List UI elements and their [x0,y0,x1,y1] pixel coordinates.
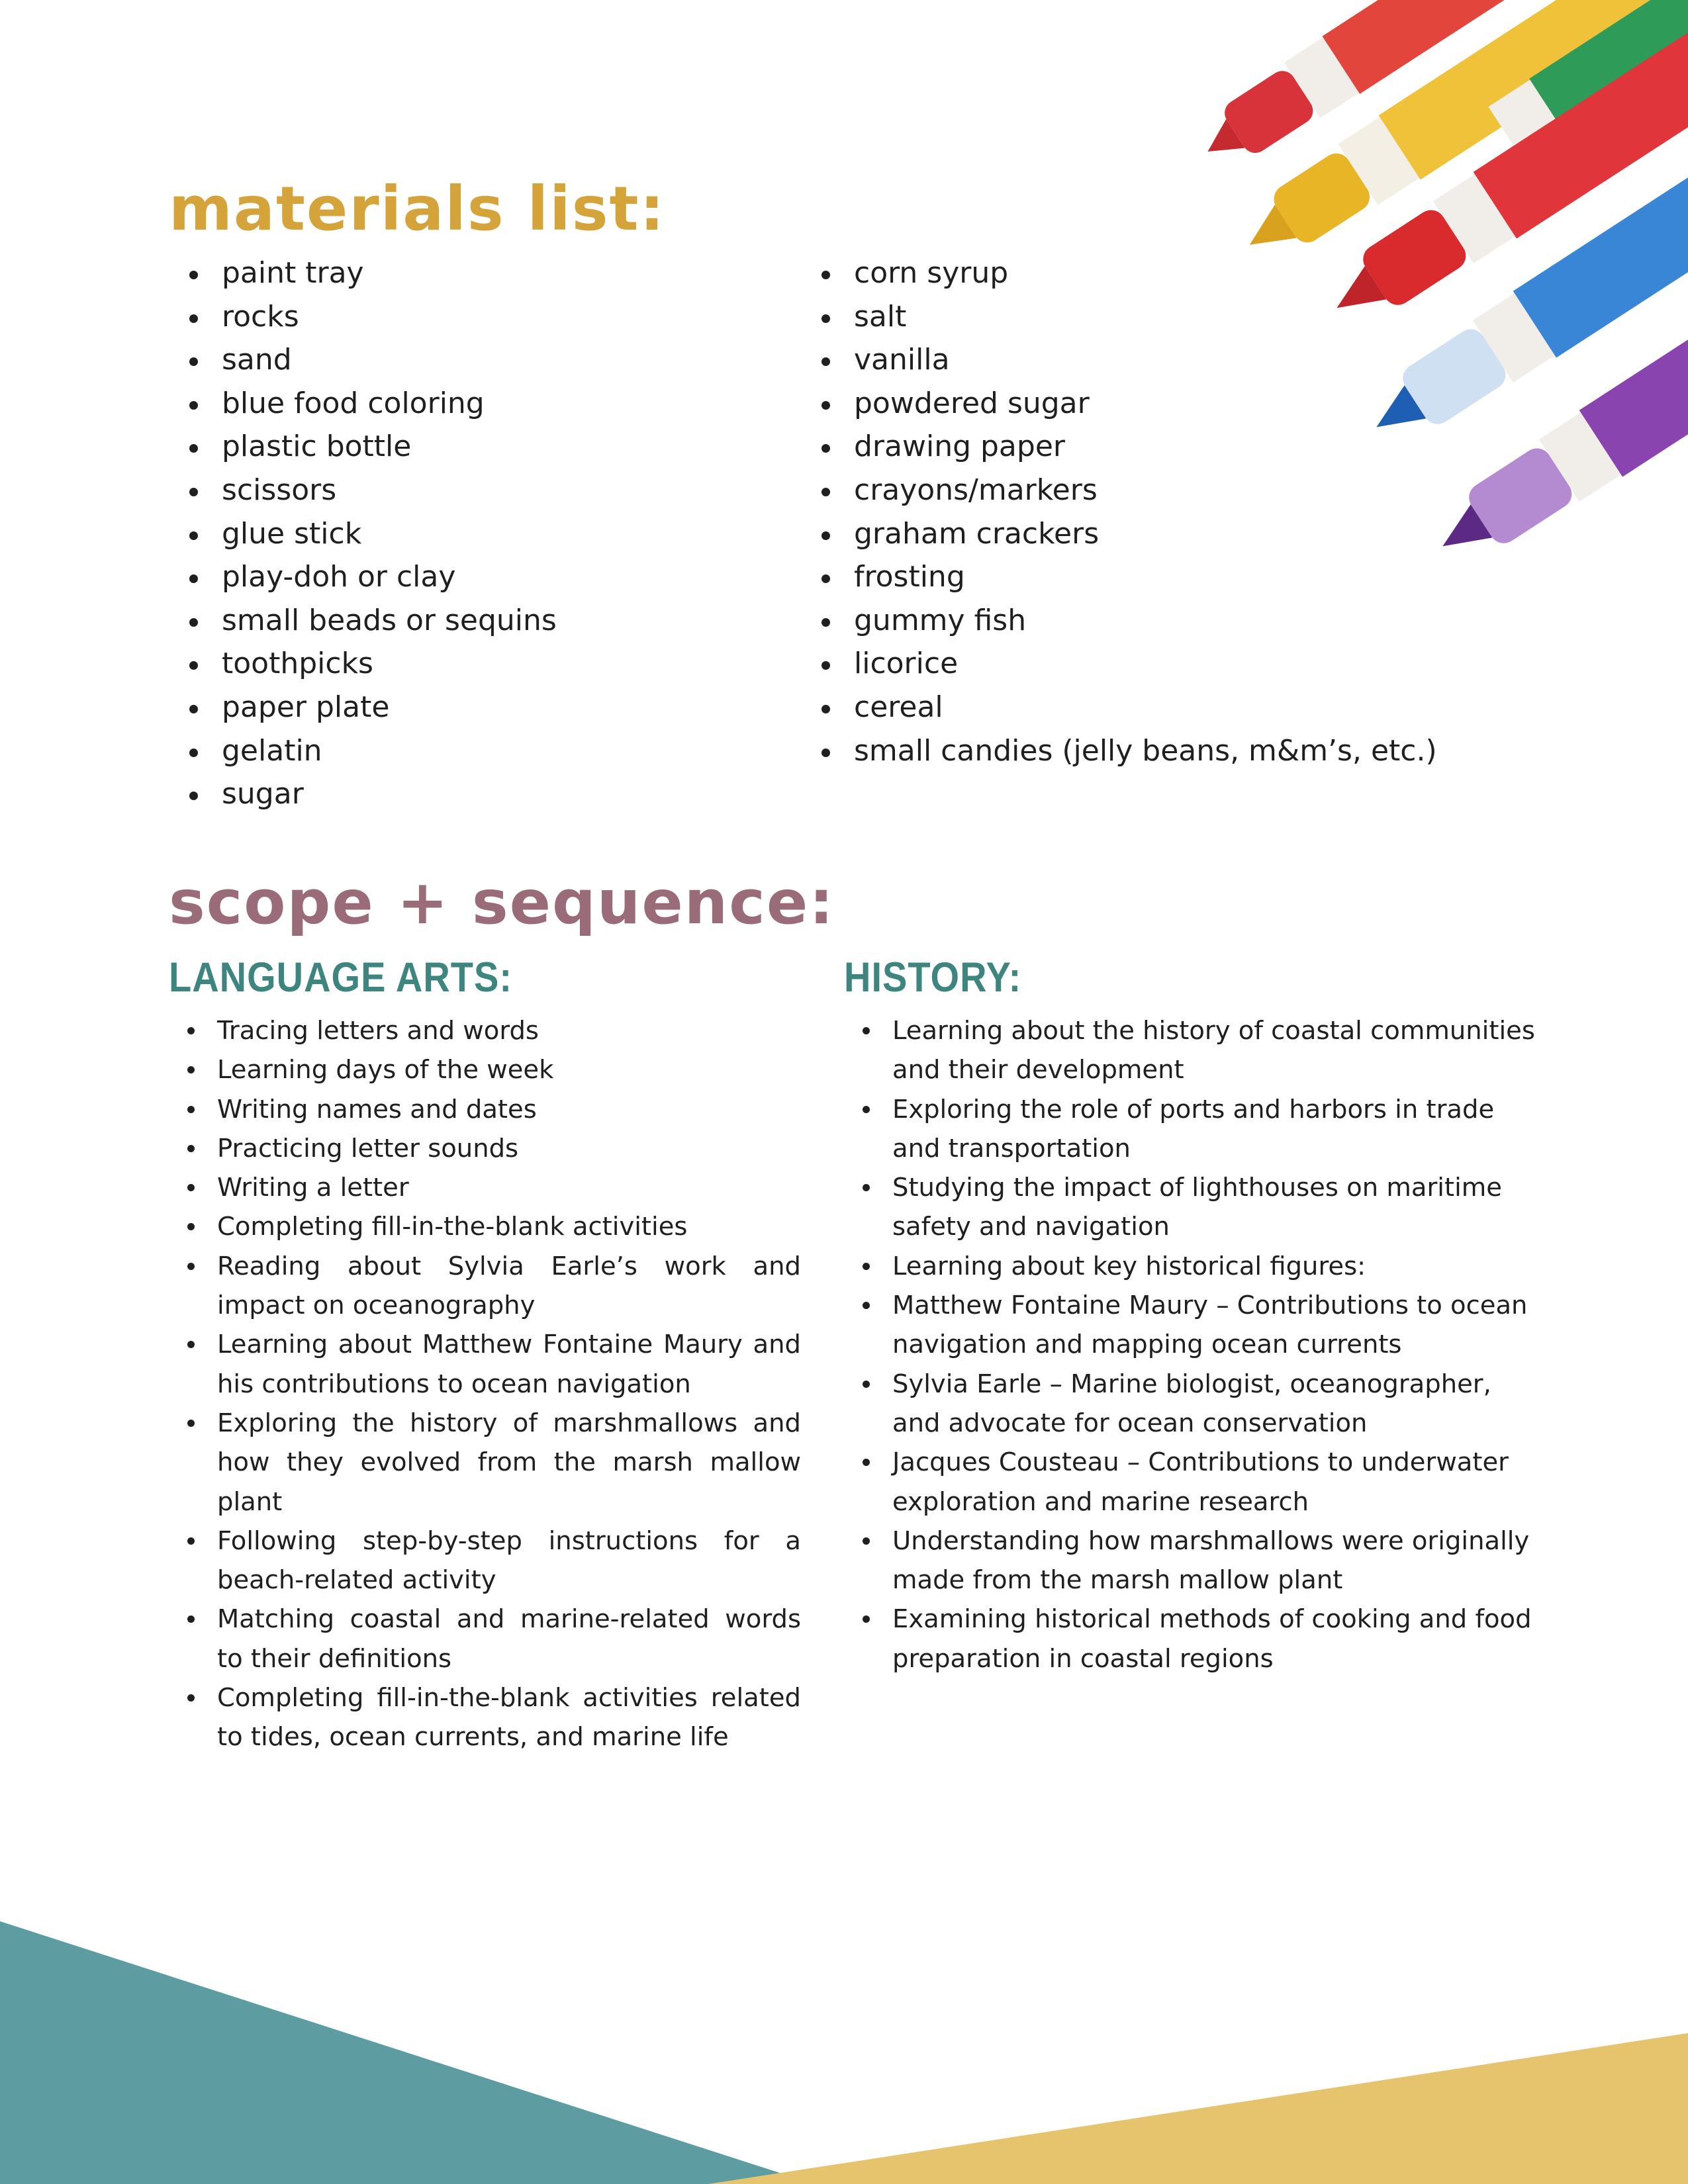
list-item: vanilla [801,338,1437,382]
list-item: graham crackers [801,512,1437,556]
list-item: Examining historical methods of cooking and food preparation in coastal regions [844,1600,1539,1678]
list-item: Completing fill-in-the-blank activities related to tides, ocean currents, and marine life [169,1678,801,1757]
list-item: Reading about Sylvia Earle’s work and impact on oceanography [169,1247,801,1326]
list-item: plastic bottle [169,425,557,469]
list-item: Practicing letter sounds [169,1129,801,1168]
list-item: Tracing letters and words [169,1011,801,1050]
list-item: Completing fill-in-the-blank activities [169,1207,801,1246]
list-item: glue stick [169,512,557,556]
list-item: Writing a letter [169,1168,801,1207]
list-item: corn syrup [801,251,1437,295]
history-heading: HISTORY: [844,954,1022,1001]
list-item: Writing names and dates [169,1090,801,1129]
list-item: sand [169,338,557,382]
language-arts-list [169,1011,801,1757]
list-item: Understanding how marshmallows were originally made from the marsh mallow plant [844,1522,1539,1600]
list-item: scissors [169,469,557,512]
materials-title: materials list: [169,173,666,244]
list-item: Learning about key historical figures: [844,1247,1539,1286]
scope-title: scope + sequence: [169,867,835,938]
list-item: play-doh or clay [169,555,557,599]
list-item: Following step-by-step instructions for a beach-related activity [169,1522,801,1600]
list-item: Jacques Cousteau – Contributions to underwater exploration and marine research [844,1443,1539,1522]
list-item: sugar [169,772,557,816]
list-item: Matching coastal and marine-related words to their definitions [169,1600,801,1678]
list-item: frosting [801,555,1437,599]
list-item: cereal [801,686,1437,729]
list-item: Sylvia Earle – Marine biologist, oceanographer, and advocate for ocean conservation [844,1365,1539,1443]
list-item: toothpicks [169,642,557,686]
list-item: Learning about Matthew Fontaine Maury and his contributions to ocean navigation [169,1325,801,1404]
list-item: Exploring the role of ports and harbors in trade and transportation [844,1090,1539,1169]
list-item: licorice [801,642,1437,686]
list-item: paper plate [169,686,557,729]
list-item: Learning about the history of coastal communities and their development [844,1011,1539,1090]
list-item: rocks [169,295,557,339]
list-item: Exploring the history of marshmallows and how they evolved from the marsh mallow plant [169,1404,801,1522]
teal-shape [0,1921,814,2184]
list-item: Matthew Fontaine Maury – Contributions to ocean navigation and mapping ocean currents [844,1286,1539,1365]
list-item: salt [801,295,1437,339]
materials-list-left [169,251,557,816]
list-item: small beads or sequins [169,599,557,643]
list-item: Learning days of the week [169,1050,801,1089]
list-item: small candies (jelly beans, m&m’s, etc.) [801,729,1437,773]
list-item: powdered sugar [801,382,1437,426]
list-item: paint tray [169,251,557,295]
list-item: Studying the impact of lighthouses on maritime safety and navigation [844,1168,1539,1247]
list-item: blue food coloring [169,382,557,426]
list-item: gummy fish [801,599,1437,643]
list-item: drawing paper [801,425,1437,469]
gold-shape [708,2033,1688,2184]
list-item: gelatin [169,729,557,773]
materials-list-right [801,251,1437,772]
list-item: crayons/markers [801,469,1437,512]
history-list [844,1011,1539,1678]
language-arts-heading: LANGUAGE ARTS: [169,954,513,1001]
